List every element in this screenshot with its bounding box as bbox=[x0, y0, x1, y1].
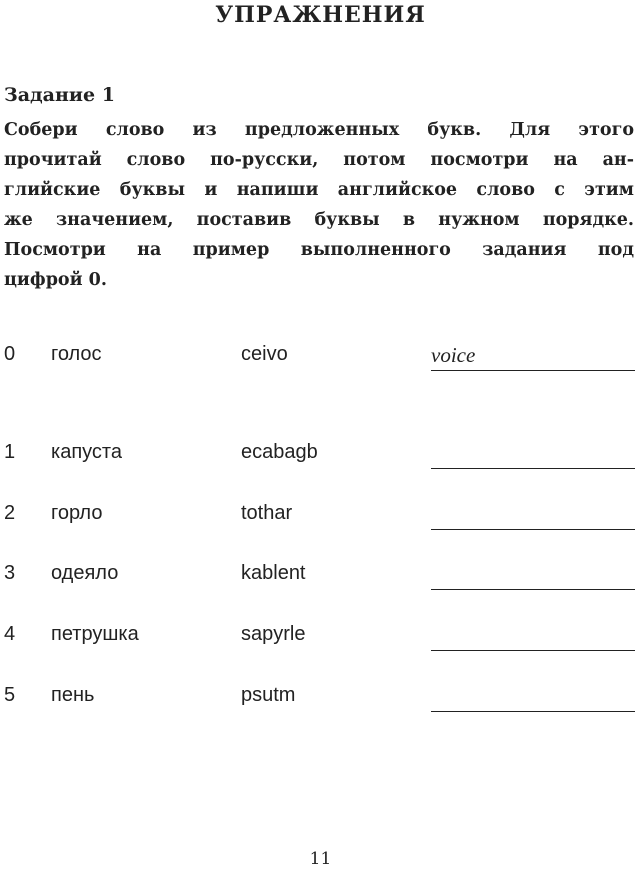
scrambled-letters: psutm bbox=[241, 684, 296, 706]
scrambled-letters: ecabagb bbox=[241, 441, 318, 463]
scrambled-letters: tothar bbox=[241, 502, 293, 524]
scrambled-letters: kablent bbox=[241, 562, 306, 584]
scrambled-letters: ceivo bbox=[241, 343, 288, 365]
russian-word: капуста bbox=[51, 441, 122, 463]
exercise-row-2 bbox=[0, 502, 641, 534]
row-number: 0 bbox=[4, 343, 16, 365]
instruction-line: Собери слово из предложенных букв. Для этого bbox=[4, 120, 634, 140]
answer-field[interactable] bbox=[431, 684, 635, 712]
scrambled-letters: sapyrle bbox=[241, 623, 306, 645]
row-number: 5 bbox=[4, 684, 16, 706]
instruction-line: глийские буквы и напиши английское слово с этим bbox=[4, 180, 634, 200]
answer-field[interactable] bbox=[431, 502, 635, 530]
answer-field[interactable] bbox=[431, 562, 635, 590]
row-number: 4 bbox=[4, 623, 16, 645]
exercise-row-0 bbox=[0, 343, 641, 375]
russian-word: петрушка bbox=[51, 623, 139, 645]
exercise-row-5 bbox=[0, 684, 641, 716]
row-number: 3 bbox=[4, 562, 16, 584]
russian-word: пень bbox=[51, 684, 95, 706]
row-number: 2 bbox=[4, 502, 16, 524]
page-number: 11 bbox=[309, 849, 332, 869]
instruction-line: Посмотри на пример выполненного задания под bbox=[4, 240, 634, 260]
task-heading: Задание 1 bbox=[4, 84, 115, 106]
instruction-line: же значением, поставив буквы в нужном порядке. bbox=[4, 210, 634, 230]
exercise-row-1 bbox=[0, 441, 641, 473]
answer-field[interactable] bbox=[431, 441, 635, 469]
row-number: 1 bbox=[4, 441, 16, 463]
answer-field[interactable]: voice bbox=[431, 343, 635, 371]
exercise-row-3 bbox=[0, 562, 641, 594]
answer-field[interactable] bbox=[431, 623, 635, 651]
task-instructions bbox=[4, 115, 634, 295]
russian-word: голос bbox=[51, 343, 102, 365]
page-title: УПРАЖНЕНИЯ bbox=[215, 2, 426, 28]
russian-word: одеяло bbox=[51, 562, 119, 584]
exercise-row-4 bbox=[0, 623, 641, 655]
instruction-line: цифрой 0. bbox=[4, 270, 107, 290]
russian-word: горло bbox=[51, 502, 103, 524]
instruction-line: прочитай слово по-русски, потом посмотри на ан- bbox=[4, 150, 634, 170]
